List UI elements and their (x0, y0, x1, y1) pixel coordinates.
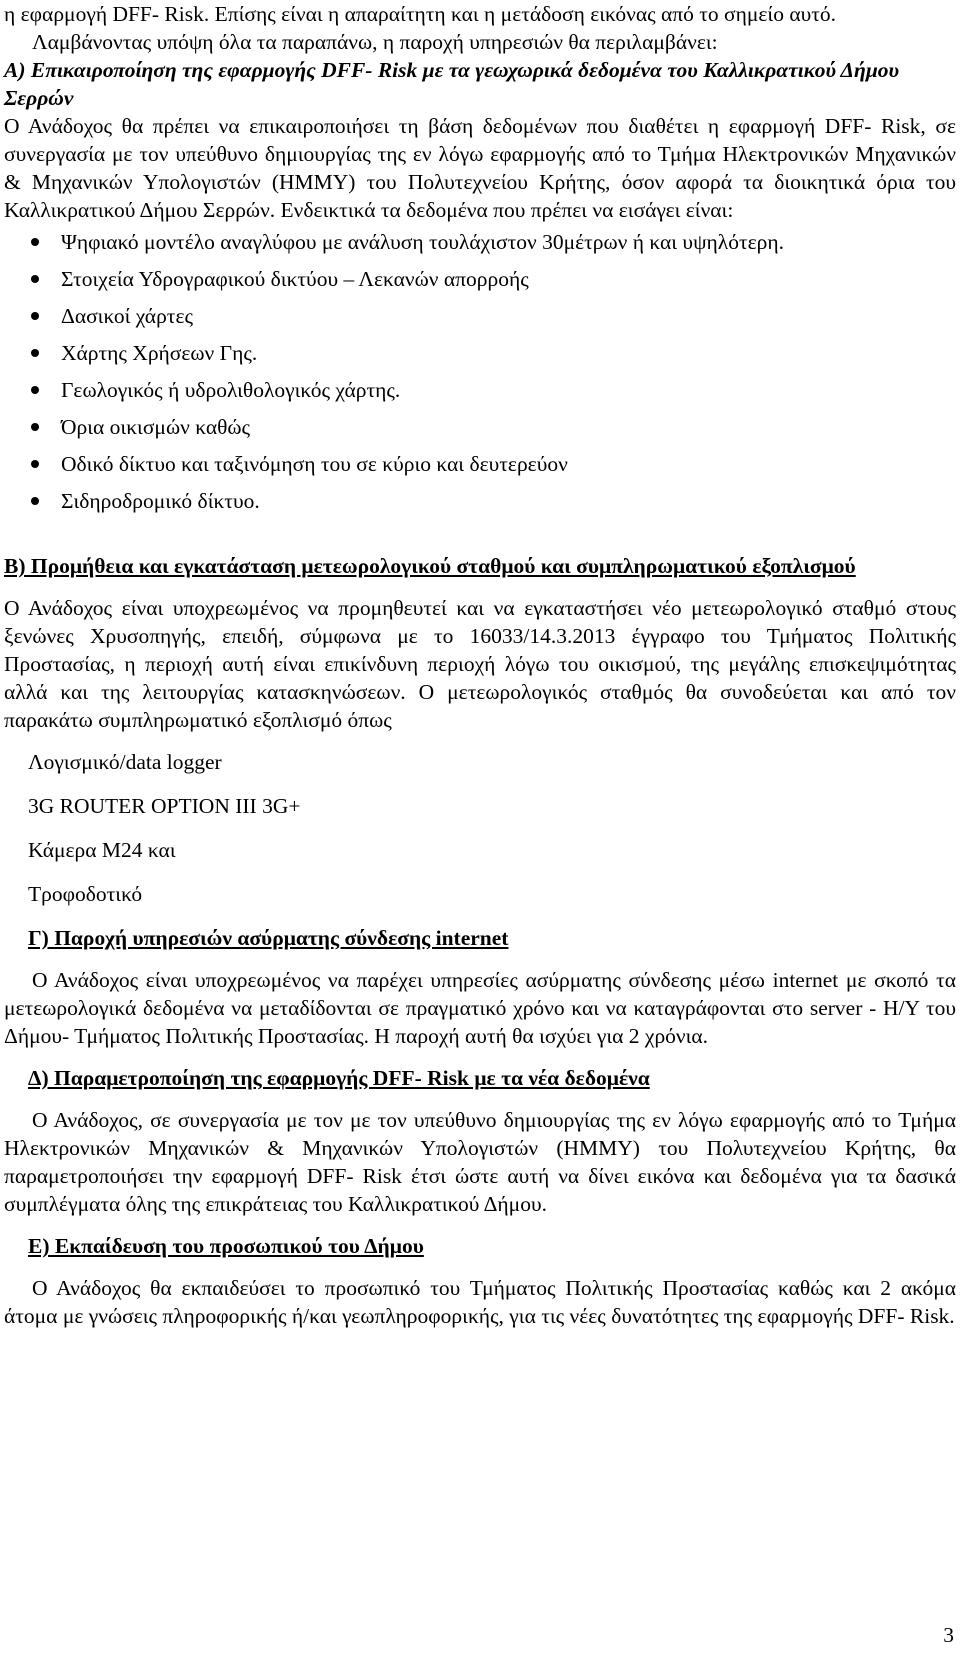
list-item-text: Όρια οικισμών καθώς (61, 415, 251, 439)
spacer (4, 524, 956, 552)
spacer (4, 1218, 956, 1232)
list-item (4, 487, 956, 515)
list-item (4, 228, 956, 256)
list-item-text: Δασικοί χάρτες (61, 304, 193, 328)
section-c-body: Ο Ανάδοχος είναι υποχρεωμένος να παρέχει υπηρεσίες ασύρματης σύνδεσης μέσω internet με σκοπό τα μετεωρολογικά δεδομένα να μεταδίδονται σε πραγματικό χρόνο και να καταγράφονται στο server - Η/Υ του Δήμου- Τμήματος Πολιτικής Προστασίας. Η παροχή αυτή θα ισχύει για 2 χρόνια. (4, 968, 956, 1048)
equipment-item: Τροφοδοτικό (28, 882, 143, 906)
list-item-text: Ψηφιακό μοντέλο αναγλύφου με ανάλυση τουλάχιστον 30μέτρων ή και υψηλότερη. (61, 230, 784, 254)
equipment-item: Λογισμικό/data logger (28, 750, 222, 774)
list-item-text: Χάρτης Χρήσεων Γης. (61, 341, 258, 365)
section-b-heading: Β) Προμήθεια και εγκατάσταση μετεωρολογικού σταθμού και συμπληρωματικού εξοπλισμού (4, 554, 856, 578)
section-e-body: Ο Ανάδοχος θα εκπαιδεύσει το προσωπικό του Τμήματος Πολιτικής Προστασίας καθώς και 2 ακόμα άτομα με γνώσεις πληροφορικής ή/και γεωπληροφορικής, για τις νέες δυνατότητες της εφαρμογής DFF- Risk. (4, 1276, 956, 1328)
page-number: 3 (943, 1623, 954, 1647)
list-item (4, 376, 956, 404)
spacer (4, 580, 956, 594)
bullet-icon (31, 423, 39, 431)
bullet-icon (31, 275, 39, 283)
spacer (4, 1260, 956, 1274)
section-a-bullet-list (4, 228, 956, 515)
list-item (4, 265, 956, 293)
bullet-icon (31, 349, 39, 357)
list-item-text: Σιδηροδρομικό δίκτυο. (61, 489, 260, 513)
bullet-icon (31, 238, 39, 246)
equipment-item: 3G ROUTER OPTION III 3G+ (28, 794, 301, 818)
equipment-item: Κάμερα M24 και (28, 838, 176, 862)
section-a-heading: Α) Επικαιροποίηση της εφαρμογής DFF- Risk με τα γεωχωρικά δεδομένα του Καλλικρατικού Δήμου Σερρών (4, 58, 900, 110)
document-page (4, 0, 956, 1330)
bullet-icon (31, 497, 39, 505)
section-a-body: Ο Ανάδοχος θα πρέπει να επικαιροποιήσει τη βάση δεδομένων που διαθέτει η εφαρμογή DFF- Risk, σε συνεργασία με τον υπεύθυνο δημιουργίας της εν λόγω εφαρμογής από το Τμήμα Ηλεκτρονικών Μηχανικών & Μηχανικών Υπολογιστών (ΗΜΜΥ) του Πολυτεχνείου Κρήτης, όσον αφορά τα διοικητικά όρια του Καλλικρατικού Δήμου Σερρών. Ενδεικτικά τα δεδομένα που πρέπει να εισάγει είναι: (4, 114, 956, 222)
spacer (4, 1050, 956, 1064)
list-item (4, 450, 956, 478)
spacer (4, 952, 956, 966)
list-item-text: Οδικό δίκτυο και ταξινόμηση του σε κύριο και δευτερεύον (61, 452, 568, 476)
section-b-equipment-list (4, 748, 956, 908)
list-item-text: Γεωλογικός ή υδρολιθολογικός χάρτης. (61, 378, 401, 402)
bullet-icon (31, 460, 39, 468)
section-d-heading: Δ) Παραμετροποίηση της εφαρμογής DFF- Risk με τα νέα δεδομένα (28, 1066, 650, 1090)
section-d-body: Ο Ανάδοχος, σε συνεργασία με τον με τον υπεύθυνο δημιουργίας της εν λόγω εφαρμογής από το Τμήμα Ηλεκτρονικών Μηχανικών & Μηχανικών Υπολογιστών (ΗΜΜΥ) του Πολυτεχνείου Κρήτης, θα παραμετροποιήσει την εφαρμογή DFF- Risk έτσι ώστε αυτή να δίνει εικόνα και δεδομένα για τα δασικά συμπλέγματα όλης της επικράτειας του Καλλικρατικού Δήμου. (4, 1108, 956, 1216)
list-item (4, 302, 956, 330)
section-c-heading: Γ) Παροχή υπηρεσιών ασύρματης σύνδεσης internet (28, 926, 509, 950)
section-b-body: Ο Ανάδοχος είναι υποχρεωμένος να προμηθευτεί και να εγκαταστήσει νέο μετεωρολογικό σταθμό στους ξενώνες Χρυσοπηγής, επειδή, σύμφωνα με το 16033/14.3.2013 έγγραφο του Τμήματος Πολιτικής Προστασίας, η περιοχή αυτή είναι επικίνδυνη περιοχή λόγω του οικισμού, της μεγάλης επισκεψιμότητας αλλά και της λειτουργίας κατασκηνώσεων. Ο μετεωρολογικός σταθμός θα συνοδεύεται και από τον παρακάτω συμπληρωματικό εξοπλισμό όπως (4, 596, 956, 732)
list-item (4, 339, 956, 367)
spacer (4, 1092, 956, 1106)
bullet-icon (31, 312, 39, 320)
intro-summary-paragraph: Λαμβάνοντας υπόψη όλα τα παραπάνω, η παροχή υπηρεσιών θα περιλαμβάνει: (32, 30, 718, 54)
bullet-icon (31, 386, 39, 394)
list-item (4, 413, 956, 441)
section-e-heading: Ε) Εκπαίδευση του προσωπικού του Δήμου (28, 1234, 424, 1258)
spacer (4, 734, 956, 748)
intro-continued-paragraph: η εφαρμογή DFF- Risk. Επίσης είναι η απαραίτητη και η μετάδοση εικόνας από το σημείο αυτό. (4, 2, 836, 26)
list-item-text: Στοιχεία Υδρογραφικού δικτύου – Λεκανών απορροής (61, 267, 529, 291)
